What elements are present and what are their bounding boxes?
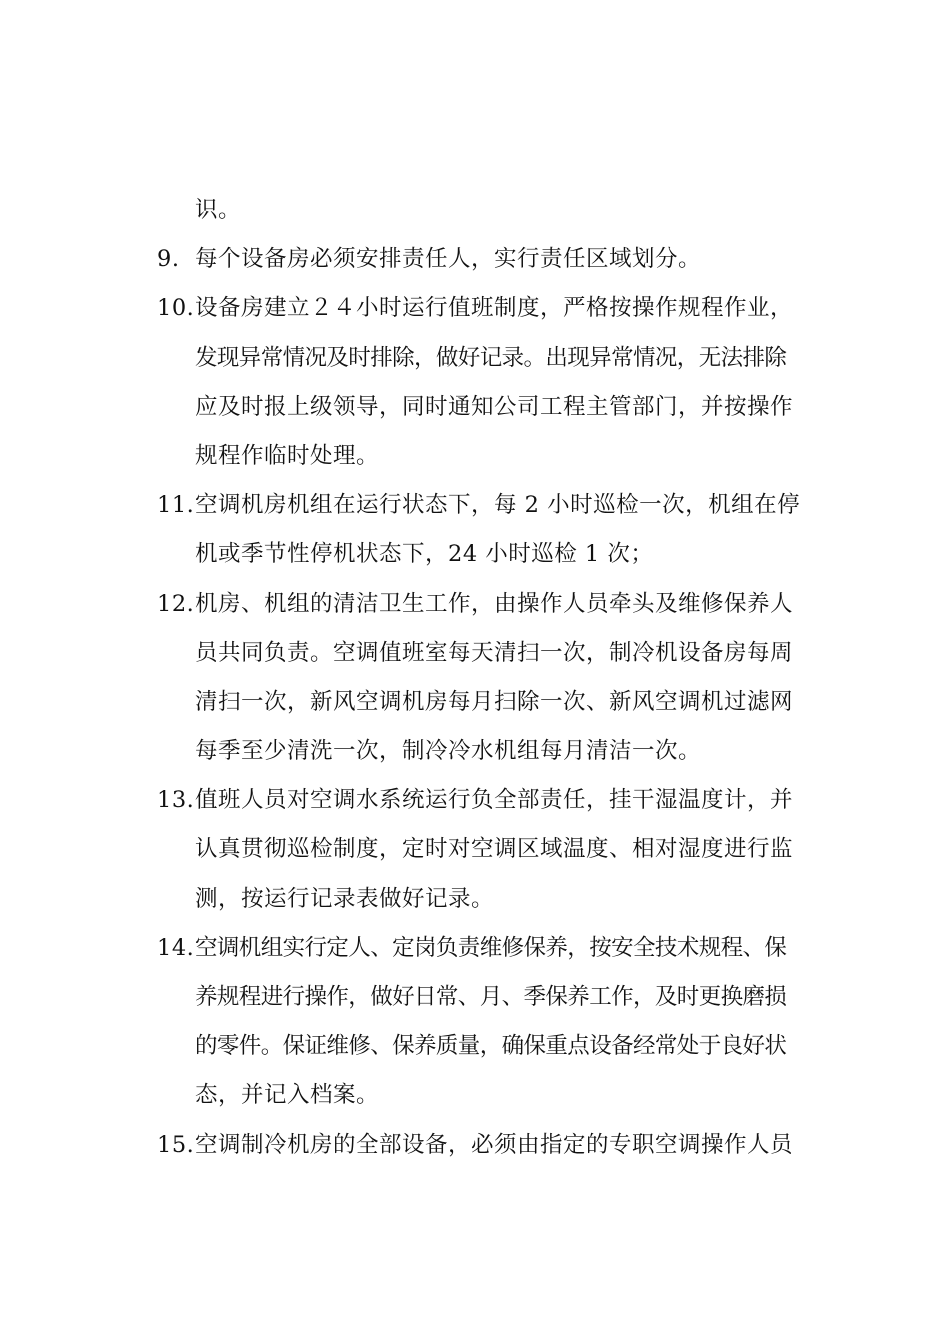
item-line: 每个设备房必须安排责任人，实行责任区域划分。	[195, 246, 702, 273]
item-line: 发现异常情况及时排除，做好记录。出现异常情况，无法排除	[195, 344, 787, 371]
list-item-13	[157, 776, 797, 924]
document-body	[157, 186, 801, 1170]
item-line: 清扫一次，新风空调机房每月扫除一次、新风空调机过滤网	[195, 688, 794, 715]
list-item-15	[157, 1121, 797, 1170]
item-line: 机房、机组的清洁卫生工作，由操作人员牵头及维修保养人	[195, 590, 794, 617]
item-number: 11.	[157, 492, 195, 519]
list-item-9	[157, 235, 797, 284]
item-line: 空调机房机组在运行状态下，每 2 小时巡检一次，机组在停	[195, 492, 801, 519]
item-number: 14.	[157, 934, 195, 961]
item-line: 员共同负责。空调值班室每天清扫一次，制冷机设备房每周	[195, 639, 794, 666]
item-line: 机或季节性停机状态下，24 小时巡检 1 次；	[195, 541, 654, 568]
list-item-14	[157, 924, 797, 1121]
item-line: 每季至少清洗一次，制冷冷水机组每月清洁一次。	[195, 738, 702, 765]
list-item-12	[157, 580, 797, 777]
item-line: 养规程进行操作，做好日常、月、季保养工作，及时更换磨损	[195, 984, 787, 1010]
item-line: 认真贯彻巡检制度，定时对空调区域温度、相对湿度进行监	[195, 836, 794, 863]
item-line: 规程作临时处理。	[195, 442, 380, 469]
item-number: 12.	[157, 590, 195, 617]
item-line: 测，按运行记录表做好记录。	[195, 885, 495, 912]
item-number: 15.	[157, 1131, 195, 1158]
item-line: 的零件。保证维修、保养质量，确保重点设备经常处于良好状	[195, 1033, 787, 1060]
item-line: 态，并记入档案。	[195, 1082, 380, 1109]
item-line: 空调机组实行定人、定岗负责维修保养，按安全技术规程、保	[195, 934, 787, 961]
item-number: 13.	[157, 787, 195, 814]
list-item-10	[157, 284, 797, 481]
item-line: 应及时报上级领导，同时通知公司工程主管部门，并按操作	[195, 393, 794, 420]
item-line: 值班人员对空调水系统运行负全部责任，挂干湿温度计，并	[195, 787, 794, 814]
item-line: 设备房建立２４小时运行值班制度，严格按操作规程作业，	[195, 295, 794, 322]
item-number: 10.	[157, 295, 195, 322]
item-line: 空调制冷机房的全部设备，必须由指定的专职空调操作人员	[195, 1131, 794, 1158]
item-number: 9.	[157, 246, 180, 273]
list-item-11	[157, 481, 801, 579]
continuation-text: 识。	[195, 197, 242, 223]
